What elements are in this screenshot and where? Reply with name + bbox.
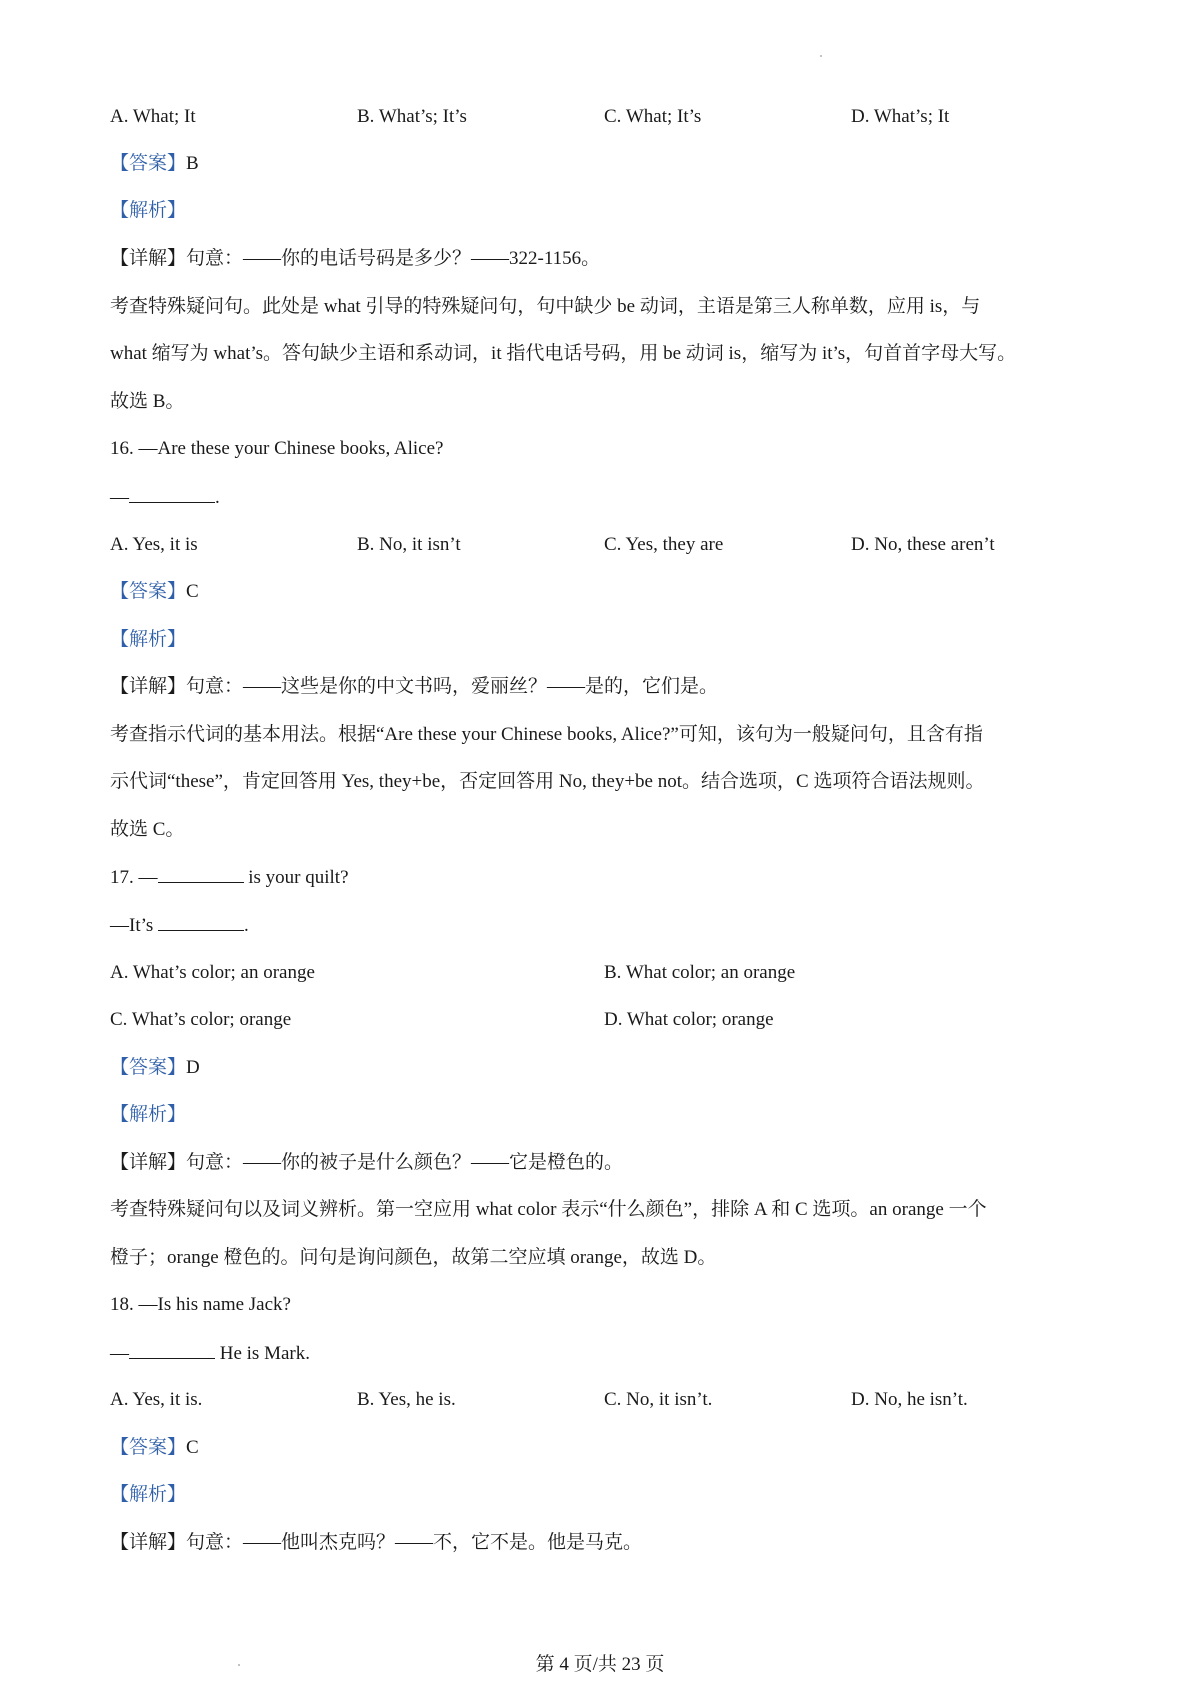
q17-explain-line: 橙子；orange 橙色的。问句是询问颜色，故第二空应填 orange，故选 D。 xyxy=(110,1247,717,1268)
q16-option-d: D. No, these aren’t xyxy=(851,534,995,555)
q17-option-d: D. What color; orange xyxy=(604,1009,774,1030)
q17-reply xyxy=(110,913,249,938)
q16-option-c: C. Yes, they are xyxy=(604,534,724,555)
q15-detail: 【详解】句意：——你的电话号码是多少？——322-1156。 xyxy=(110,248,601,269)
q15-answer xyxy=(110,152,199,176)
q15-explain-line: 考查特殊疑问句。此处是 what 引导的特殊疑问句，句中缺少 be 动词，主语是第三人称单数，应用 is，与 xyxy=(110,296,981,317)
q18-answer xyxy=(110,1436,199,1460)
q15-explain-line: what 缩写为 what’s。答句缺少主语和系动词，it 指代电话号码，用 be 动词 is，缩写为 it’s，句首首字母大写。 xyxy=(110,343,1017,364)
q17-option-b: B. What color; an orange xyxy=(604,962,796,983)
reply-text: —It’s xyxy=(110,915,159,936)
q16-explain-line: 故选 C。 xyxy=(110,819,185,840)
answer-value: B xyxy=(186,153,199,174)
q16-reply xyxy=(110,485,220,510)
q17-option-a: A. What’s color; an orange xyxy=(110,962,315,983)
question-text: is your quilt? xyxy=(243,867,349,888)
q16-analysis-tag: 【解析】 xyxy=(110,629,187,650)
q17-analysis-tag: 【解析】 xyxy=(110,1104,187,1125)
q15-explain-line: 故选 B。 xyxy=(110,391,185,412)
q16-explain-line: 示代词“these”，肯定回答用 Yes, they+be，否定回答用 No, they+be not。结合选项，C 选项符合语法规则。 xyxy=(110,771,985,792)
q17-answer xyxy=(110,1056,200,1080)
q16-option-a: A. Yes, it is xyxy=(110,534,198,555)
q18-reply xyxy=(110,1341,310,1366)
answer-blank xyxy=(158,865,244,883)
q17-option-c: C. What’s color; orange xyxy=(110,1009,292,1030)
q18-analysis-tag: 【解析】 xyxy=(110,1484,187,1505)
q18-option-b: B. Yes, he is. xyxy=(357,1389,456,1410)
answer-blank xyxy=(129,1341,215,1359)
q16-detail: 【详解】句意：——这些是你的中文书吗，爱丽丝？——是的，它们是。 xyxy=(110,676,719,697)
answer-value: D xyxy=(186,1057,200,1078)
q16-question: 16. —Are these your Chinese books, Alice? xyxy=(110,438,444,459)
answer-value: C xyxy=(186,1437,199,1458)
answer-value: C xyxy=(186,581,199,602)
answer-tag: 【答案】 xyxy=(110,1437,187,1458)
q15-analysis-tag: 【解析】 xyxy=(110,200,187,221)
q18-option-a: A. Yes, it is. xyxy=(110,1389,203,1410)
scan-speck xyxy=(820,55,822,57)
answer-tag: 【答案】 xyxy=(110,581,187,602)
q17-question xyxy=(110,865,349,890)
q15-option-d: D. What’s; It xyxy=(851,106,950,127)
q16-option-b: B. No, it isn’t xyxy=(357,534,461,555)
reply-suffix: . xyxy=(244,915,249,936)
answer-blank xyxy=(129,485,215,503)
q15-option-b: B. What’s; It’s xyxy=(357,106,467,127)
answer-tag: 【答案】 xyxy=(110,153,187,174)
question-number: 17. — xyxy=(110,867,158,888)
q16-explain-line: 考查指示代词的基本用法。根据“Are these your Chinese books, Alice?”可知，该句为一般疑问句，且含有指 xyxy=(110,724,983,745)
q17-detail: 【详解】句意：——你的被子是什么颜色？——它是橙色的。 xyxy=(110,1152,624,1173)
reply-text: He is Mark. xyxy=(215,1343,310,1364)
q15-option-c: C. What; It’s xyxy=(604,106,702,127)
q18-option-d: D. No, he isn’t. xyxy=(851,1389,968,1410)
reply-suffix: . xyxy=(215,487,220,508)
answer-tag: 【答案】 xyxy=(110,1057,187,1078)
q15-option-a: A. What; It xyxy=(110,106,196,127)
q18-question: 18. —Is his name Jack? xyxy=(110,1294,291,1315)
q17-explain-line: 考查特殊疑问句以及词义辨析。第一空应用 what color 表示“什么颜色”，排除 A 和 C 选项。an orange 一个 xyxy=(110,1199,987,1220)
q16-answer xyxy=(110,580,199,604)
reply-dash: — xyxy=(110,487,129,508)
reply-dash: — xyxy=(110,1343,129,1364)
q18-option-c: C. No, it isn’t. xyxy=(604,1389,713,1410)
q18-detail: 【详解】句意：——他叫杰克吗？——不，它不是。他是马克。 xyxy=(110,1532,643,1553)
page-number: 第 4 页/共 23 页 xyxy=(535,1654,665,1675)
answer-blank xyxy=(158,913,244,931)
